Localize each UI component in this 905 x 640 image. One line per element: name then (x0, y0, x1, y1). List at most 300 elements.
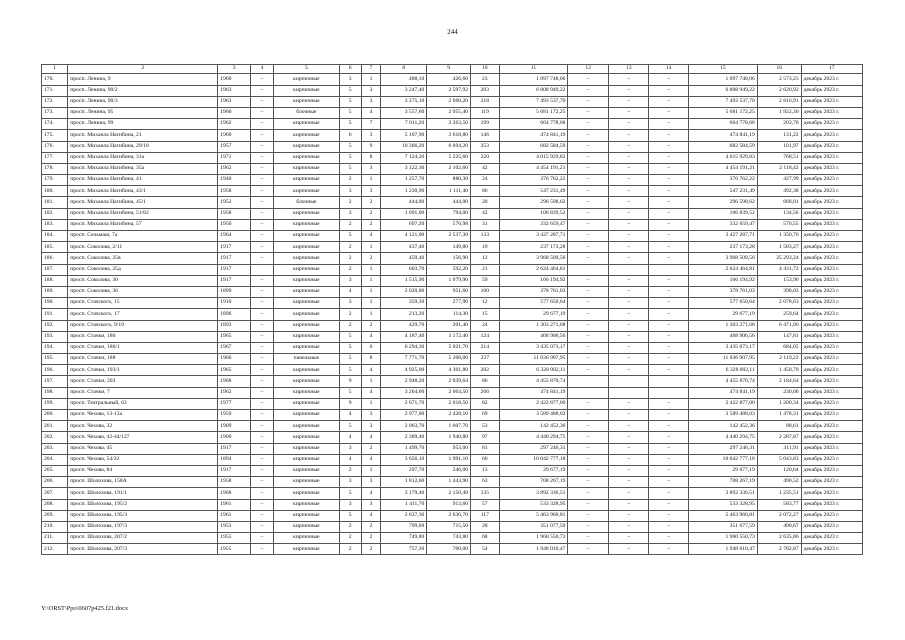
table-cell-col-16: 2 620,92 (757, 85, 801, 96)
table-cell-col-8: 1 515,90 (381, 275, 427, 286)
table-cell-col-16: 153,90 (757, 275, 801, 286)
table-cell-col-10: 133 (471, 231, 499, 242)
table-cell-col-10: 24 (471, 320, 499, 331)
table-cell-col-7: 6 (361, 342, 381, 353)
table-cell-col-3: 1963 (218, 85, 251, 96)
table-cell-col-9: 2 428,10 (427, 410, 471, 421)
table-cell-col-11: 664 778,68 (499, 119, 568, 130)
table-cell-col-11: 474 841,19 (499, 387, 568, 398)
table-cell-col-15: 3 435 073,17 (688, 342, 757, 353)
table-cell-col-10: 24 (471, 175, 499, 186)
table-cell-col-11: 3 968 509,56 (499, 253, 568, 264)
table-cell-col-15: 474 841,19 (688, 130, 757, 141)
table-cell-col-16: 2 118,42 (757, 163, 801, 174)
table-cell-col-13: – (608, 331, 649, 342)
table-cell-col-10: 53 (471, 421, 499, 432)
table-cell-col-8: 7 011,20 (381, 119, 427, 130)
table-row (42, 152, 863, 163)
table-cell-col-5: кирпичные (274, 309, 340, 320)
table-cell-col-13: – (608, 398, 649, 409)
table-cell-col-2: просп. Сельмаш, 7а (68, 231, 218, 242)
table-cell-col-13 (608, 264, 649, 275)
table-cell-col-15: 3 968 509,56 (688, 253, 757, 264)
table-cell-col-9: 1 079,90 (427, 275, 471, 286)
table-cell-col-11: 682 584,59 (499, 141, 568, 152)
table-cell-col-7: 2 (361, 533, 381, 544)
table-cell-col-9: 2 039,64 (427, 376, 471, 387)
table-cell-col-4: – (251, 398, 274, 409)
table-cell-col-6: 2 (339, 253, 361, 264)
table-cell-col-15: 1 303 271,68 (688, 320, 757, 331)
table-cell-col-3: 1959 (218, 410, 251, 421)
table-cell-col-12: – (568, 186, 609, 197)
table-cell-col-10: 203 (471, 85, 499, 96)
table-row (42, 320, 863, 331)
table-cell-col-12: – (568, 331, 609, 342)
table-cell-col-16: 1 350,76 (757, 231, 801, 242)
table-cell-col-12: – (568, 320, 609, 331)
table-cell-col-6: 5 (339, 510, 361, 521)
page-number: 244 (447, 28, 458, 36)
table-cell-col-4: – (251, 354, 274, 365)
table-cell-col-11: 3 435 073,17 (499, 342, 568, 353)
table-cell-col-12: – (568, 533, 609, 544)
table-cell-col-13: – (608, 208, 649, 219)
column-number-8: 8 (381, 65, 427, 74)
table-cell-col-10: 59 (471, 275, 499, 286)
table-cell-col-1: 211. (42, 533, 68, 544)
table-row (42, 197, 863, 208)
table-cell-col-5: кирпичные (274, 231, 340, 242)
table-cell-col-8: 3 557,60 (381, 107, 427, 118)
table-cell-col-1: 193. (42, 331, 68, 342)
table-cell-col-15: 1 960 550,73 (688, 533, 757, 544)
table-cell-col-8: 444,00 (381, 197, 427, 208)
table-cell-col-14: – (649, 354, 688, 365)
table-cell-col-14: – (649, 208, 688, 219)
table-cell-col-4: – (251, 186, 274, 197)
table-cell-col-3: 1966 (218, 354, 251, 365)
table-cell-col-16: 1 478,31 (757, 410, 801, 421)
table-cell-col-2: просп. Шолохова, 195/3 (68, 510, 218, 521)
table-cell-col-11: 5 681 172,25 (499, 107, 568, 118)
table-cell-col-3: 1917 (218, 275, 251, 286)
table-cell-col-3: 1917 (218, 264, 251, 275)
table-cell-col-15: 3 589 488,03 (688, 410, 757, 421)
table-cell-col-16: 230,00 (757, 387, 801, 398)
table-cell-col-9: 1 607,70 (427, 421, 471, 432)
table-cell-col-9: 246,00 (427, 465, 471, 476)
table-cell-col-10: 86 (471, 376, 499, 387)
table-cell-col-10: 100 (471, 286, 499, 297)
table-cell-col-14: – (649, 85, 688, 96)
table-cell-col-1: 202. (42, 432, 68, 443)
table-cell-col-13: – (608, 465, 649, 476)
table-cell-col-9: 3 172,40 (427, 331, 471, 342)
table-cell-col-5: кирпичные (274, 119, 340, 130)
table-cell-col-5: кирпичные (274, 477, 340, 488)
table-cell-col-3: 1965 (218, 331, 251, 342)
table-cell-col-1: 179. (42, 175, 68, 186)
table-cell-col-10: 69 (471, 410, 499, 421)
table-cell-col-17: декабрь 2023 г. (801, 219, 862, 230)
table-cell-col-9: 201,40 (427, 320, 471, 331)
table-cell-col-17: декабрь 2023 г. (801, 286, 862, 297)
table-cell-col-1: 209. (42, 510, 68, 521)
table-cell-col-7: 2 (361, 544, 381, 555)
table-cell-col-12: – (568, 443, 609, 454)
table-cell-col-1: 186. (42, 253, 68, 264)
table-cell-col-13: – (608, 320, 649, 331)
table-cell-col-15: 29 677,19 (688, 309, 757, 320)
table-cell-col-3: 1955 (218, 544, 251, 555)
table-cell-col-14: – (649, 331, 688, 342)
table-cell-col-11: 7 493 537,70 (499, 96, 568, 107)
table-cell-col-6: 5 (339, 331, 361, 342)
table-cell-col-17: декабрь 2023 г. (801, 354, 862, 365)
table-cell-col-4: – (251, 331, 274, 342)
table-cell-col-7: 4 (361, 488, 381, 499)
table-cell-col-1: 187. (42, 264, 68, 275)
table-cell-col-11: 2 422 877,00 (499, 398, 568, 409)
table-cell-col-13: – (608, 443, 649, 454)
table-cell-col-8: 1 499,70 (381, 443, 427, 454)
table-cell-col-13: – (608, 253, 649, 264)
table-cell-col-1: 206. (42, 477, 68, 488)
table-cell-col-5: кирпичные (274, 465, 340, 476)
table-cell-col-11: 468 906,56 (499, 331, 568, 342)
table-cell-col-10: 146 (471, 130, 499, 141)
table-cell-col-14: – (649, 488, 688, 499)
table-cell-col-2: просп. Чехова, 45 (68, 443, 218, 454)
table-cell-col-13: – (608, 107, 649, 118)
table-cell-col-16: 2 635,86 (757, 533, 801, 544)
table-cell-col-5: кирпичные (274, 410, 340, 421)
table-cell-col-1: 189. (42, 286, 68, 297)
table-row (42, 264, 863, 275)
table-cell-col-4: – (251, 208, 274, 219)
table-cell-col-13: – (608, 521, 649, 532)
table-cell-col-4: – (251, 488, 274, 499)
table-cell-col-6: 5 (339, 85, 361, 96)
table-cell-col-11: 237 173,28 (499, 242, 568, 253)
table-cell-col-14: – (649, 410, 688, 421)
table-cell-col-1: 199. (42, 398, 68, 409)
table-cell-col-14: – (649, 242, 688, 253)
table-cell-col-14: – (649, 130, 688, 141)
table-cell-col-2: просп. Соколова, 36 (68, 286, 218, 297)
table-row (42, 376, 863, 387)
table-cell-col-17: декабрь 2023 г. (801, 510, 862, 521)
table-cell-col-13: – (608, 410, 649, 421)
table-cell-col-4: – (251, 141, 274, 152)
table-cell-col-4: – (251, 107, 274, 118)
table-cell-col-12 (568, 387, 609, 398)
table-cell-col-6: 2 (339, 521, 361, 532)
table-cell-col-10: 21 (471, 264, 499, 275)
table-cell-col-16: 203,70 (757, 119, 801, 130)
table-cell-col-8: 7 771,70 (381, 354, 427, 365)
table-cell-col-6: 5 (339, 387, 361, 398)
table-cell-col-14: – (649, 521, 688, 532)
table-cell-col-14 (649, 376, 688, 387)
table-cell-col-12: – (568, 253, 609, 264)
table-row (42, 510, 863, 521)
table-cell-col-2: просп. Стачского, 9/19 (68, 320, 218, 331)
table-cell-col-11: 4 455 870,74 (499, 376, 568, 387)
table-cell-col-9: 277,90 (427, 298, 471, 309)
table-cell-col-2: просп. Михаила Нагибина, 29/18 (68, 141, 218, 152)
table-cell-col-9: 5 225,60 (427, 152, 471, 163)
table-cell-col-14: – (649, 107, 688, 118)
table-cell-col-12: – (568, 521, 609, 532)
table-cell-col-7: 4 (361, 365, 381, 376)
table-cell-col-7: 1 (361, 275, 381, 286)
table-cell-col-12: – (568, 141, 609, 152)
table-cell-col-1: 192. (42, 320, 68, 331)
table-row (42, 521, 863, 532)
table-cell-col-2: просп. Михаила Нагибина, 45/1 (68, 197, 218, 208)
table-cell-col-2: просп. Михаила Нагибина, 57 (68, 219, 218, 230)
table-cell-col-11: 547 231,49 (499, 186, 568, 197)
table-cell-col-6: 3 (339, 208, 361, 219)
table-cell-col-11: 332 659,47 (499, 219, 568, 230)
table-row (42, 544, 863, 555)
table-cell-col-13: – (608, 309, 649, 320)
table-cell-col-12: – (568, 544, 609, 555)
table-cell-col-14: – (649, 309, 688, 320)
table-cell-col-13: – (608, 510, 649, 521)
table-cell-col-15: 297 246,31 (688, 443, 757, 454)
table-cell-col-10: 31 (471, 219, 499, 230)
column-number-7: 7 (361, 65, 381, 74)
table-cell-col-3: 1958 (218, 186, 251, 197)
table-cell-col-14: – (649, 119, 688, 130)
table-cell-col-14: – (649, 253, 688, 264)
table-cell-col-11: 1 097 748,06 (499, 74, 568, 85)
table-cell-col-1: 212. (42, 544, 68, 555)
table-cell-col-15: 547 231,49 (688, 186, 757, 197)
table-row (42, 421, 863, 432)
table-cell-col-14: – (649, 186, 688, 197)
table-cell-col-11: 474 841,19 (499, 130, 568, 141)
table-cell-col-11: 378 761,03 (499, 286, 568, 297)
table-cell-col-4: – (251, 499, 274, 510)
table-cell-col-4: – (251, 152, 274, 163)
table-cell-col-14: – (649, 365, 688, 376)
table-cell-col-6: 3 (339, 298, 361, 309)
table-cell-col-14: – (649, 175, 688, 186)
table-cell-col-6: 6 (339, 130, 361, 141)
table-cell-col-15: 332 659,47 (688, 219, 757, 230)
table-cell-col-5: кирпичные (274, 163, 340, 174)
table-cell-col-11: 351 077,59 (499, 521, 568, 532)
table-cell-col-2: просп. Ленина, 90/2 (68, 85, 218, 96)
table-cell-col-4: – (251, 465, 274, 476)
table-cell-col-2: просп. Михаила Нагибина, 41 (68, 175, 218, 186)
table-cell-col-5: кирпичные (274, 275, 340, 286)
table-cell-col-15: 166 194,92 (688, 275, 757, 286)
table-cell-col-16: 2 078,63 (757, 298, 801, 309)
table-cell-col-2: просп. Шолохова, 207/2 (68, 533, 218, 544)
table-cell-col-1: 184. (42, 231, 68, 242)
table-cell-col-9: 2 955,40 (427, 107, 471, 118)
table-cell-col-7: 2 (361, 219, 381, 230)
table-cell-col-14: – (649, 443, 688, 454)
table-cell-col-17: декабрь 2023 г. (801, 152, 862, 163)
table-cell-col-1: 182. (42, 208, 68, 219)
table-cell-col-3: 1971 (218, 152, 251, 163)
table-cell-col-17: декабрь 2023 г. (801, 208, 862, 219)
file-path-footer: Y:\ORST\Ppo\0607p425.f21.docx (41, 605, 129, 612)
table-cell-col-8: 2 389,40 (381, 432, 427, 443)
table-cell-col-6: 5 (339, 365, 361, 376)
table-cell-col-7: 4 (361, 387, 381, 398)
table-cell-col-3: 1958 (218, 208, 251, 219)
table-cell-col-4: – (251, 410, 274, 421)
table-cell-col-4: – (251, 421, 274, 432)
table-cell-col-11: 3 892 336,51 (499, 488, 568, 499)
table-cell-col-4: – (251, 231, 274, 242)
table-cell-col-8: 603,70 (381, 264, 427, 275)
table-cell-col-4: – (251, 443, 274, 454)
table-cell-col-5: кирпичные (274, 398, 340, 409)
housing-register-table (41, 64, 863, 555)
table-cell-col-17: декабрь 2023 г. (801, 454, 862, 465)
table-cell-col-15: 376 762,22 (688, 175, 757, 186)
table-cell-col-12: – (568, 298, 609, 309)
table-cell-col-10: 23 (471, 74, 499, 85)
table-cell-col-14: – (649, 544, 688, 555)
table-cell-col-5: кирпичные (274, 253, 340, 264)
table-cell-col-5: кирпичные (274, 499, 340, 510)
table-cell-col-14: – (649, 141, 688, 152)
column-number-11: 11 (499, 65, 568, 74)
table-cell-col-14: – (649, 275, 688, 286)
table-cell-col-3: 1955 (218, 533, 251, 544)
table-cell-col-1: 191. (42, 309, 68, 320)
table-cell-col-16: 311,91 (757, 443, 801, 454)
table-cell-col-14: – (649, 163, 688, 174)
table-cell-col-8: 5 107,90 (381, 130, 427, 141)
table-cell-col-4: – (251, 197, 274, 208)
table-cell-col-15: 682 584,59 (688, 141, 757, 152)
table-cell-col-1: 173. (42, 107, 68, 118)
table-cell-col-6: 3 (339, 275, 361, 286)
table-cell-col-9: 3 263,50 (427, 119, 471, 130)
table-cell-col-17: декабрь 2023 г. (801, 85, 862, 96)
table-cell-col-2: просп. Шолохова, 158А (68, 477, 218, 488)
column-number-2: 2 (68, 65, 218, 74)
table-cell-col-7: 3 (361, 163, 381, 174)
table-cell-col-8: 2 637,30 (381, 510, 427, 521)
table-cell-col-7: 1 (361, 242, 381, 253)
table-cell-col-8: 2 020,80 (381, 286, 427, 297)
table-cell-col-12: – (568, 74, 609, 85)
table-cell-col-1: 183. (42, 219, 68, 230)
table-cell-col-10: 15 (471, 309, 499, 320)
table-cell-col-13: – (608, 74, 649, 85)
table-cell-col-5: кирпичные (274, 298, 340, 309)
table-cell-col-14 (649, 264, 688, 275)
table-cell-col-15: 29 677,19 (688, 465, 757, 476)
table-cell-col-13: – (608, 175, 649, 186)
table-cell-col-11: 11 036 907,95 (499, 354, 568, 365)
table-cell-col-4: – (251, 376, 274, 387)
table-cell-col-1: 201. (42, 421, 68, 432)
table-cell-col-10: 124 (471, 331, 499, 342)
table-cell-col-1: 198. (42, 387, 68, 398)
table-cell-col-3: 1965 (218, 365, 251, 376)
table-cell-col-7: 3 (361, 96, 381, 107)
table-cell-col-14: – (649, 298, 688, 309)
table-cell-col-6: 3 (339, 74, 361, 85)
table-cell-col-3: 1957 (218, 141, 251, 152)
table-cell-col-16: 88,61 (757, 421, 801, 432)
table-cell-col-16: 768,51 (757, 152, 801, 163)
table-cell-col-17: декабрь 2023 г. (801, 96, 862, 107)
table-cell-col-9: 426,60 (427, 74, 471, 85)
table-cell-col-10: 63 (471, 477, 499, 488)
table-cell-col-5: кирпичные (274, 85, 340, 96)
table-cell-col-3: 1894 (218, 454, 251, 465)
table-cell-col-15: 1 097 748,06 (688, 74, 757, 85)
table-cell-col-4: – (251, 219, 274, 230)
table-cell-col-8: 359,30 (381, 298, 427, 309)
table-cell-col-16: 4 431,72 (757, 264, 801, 275)
table-cell-col-11: 4 015 929,83 (499, 152, 568, 163)
table-cell-col-17: декабрь 2023 г. (801, 309, 862, 320)
table-cell-col-15: 4 440 294,75 (688, 432, 757, 443)
table-row (42, 85, 863, 96)
table-cell-col-2: просп. Стачки, 193/1 (68, 365, 218, 376)
table-cell-col-1: 200. (42, 410, 68, 421)
table-cell-col-12: – (568, 454, 609, 465)
table-cell-col-5: панельные (274, 354, 340, 365)
column-number-13: 13 (608, 65, 649, 74)
table-cell-col-8: 1 257,70 (381, 175, 427, 186)
table-cell-col-17: декабрь 2023 г. (801, 465, 862, 476)
table-cell-col-8: 4 925,00 (381, 365, 427, 376)
table-cell-col-5: кирпичные (274, 454, 340, 465)
table-cell-col-3: 1900 (218, 432, 251, 443)
table-cell-col-1: 176. (42, 141, 68, 152)
table-cell-col-15: 5 463 960,81 (688, 510, 757, 521)
table-cell-col-5: блочные (274, 197, 340, 208)
table-cell-col-17: декабрь 2023 г. (801, 186, 862, 197)
table-cell-col-2: просп. Стачки, 186 (68, 331, 218, 342)
table-cell-col-8: 1 411,70 (381, 499, 427, 510)
table-cell-col-3: 1917 (218, 465, 251, 476)
table-cell-col-6: 3 (339, 477, 361, 488)
table-cell-col-10: 218 (471, 96, 499, 107)
table-cell-col-3: 1958 (218, 477, 251, 488)
table-cell-col-3: 1952 (218, 197, 251, 208)
table-cell-col-10: 117 (471, 510, 499, 521)
table-cell-col-13: – (608, 544, 649, 555)
table-cell-col-4: – (251, 163, 274, 174)
table-cell-col-3: 1964 (218, 231, 251, 242)
table-cell-col-3: 1940 (218, 175, 251, 186)
table-cell-col-3: 1968 (218, 488, 251, 499)
table-row (42, 354, 863, 365)
table-cell-col-11: 1 948 010,47 (499, 544, 568, 555)
table-row (42, 141, 863, 152)
table-cell-col-13: – (608, 365, 649, 376)
table-cell-col-16: 2 287,87 (757, 432, 801, 443)
table-cell-col-4: – (251, 454, 274, 465)
table-cell-col-10: 19 (471, 242, 499, 253)
